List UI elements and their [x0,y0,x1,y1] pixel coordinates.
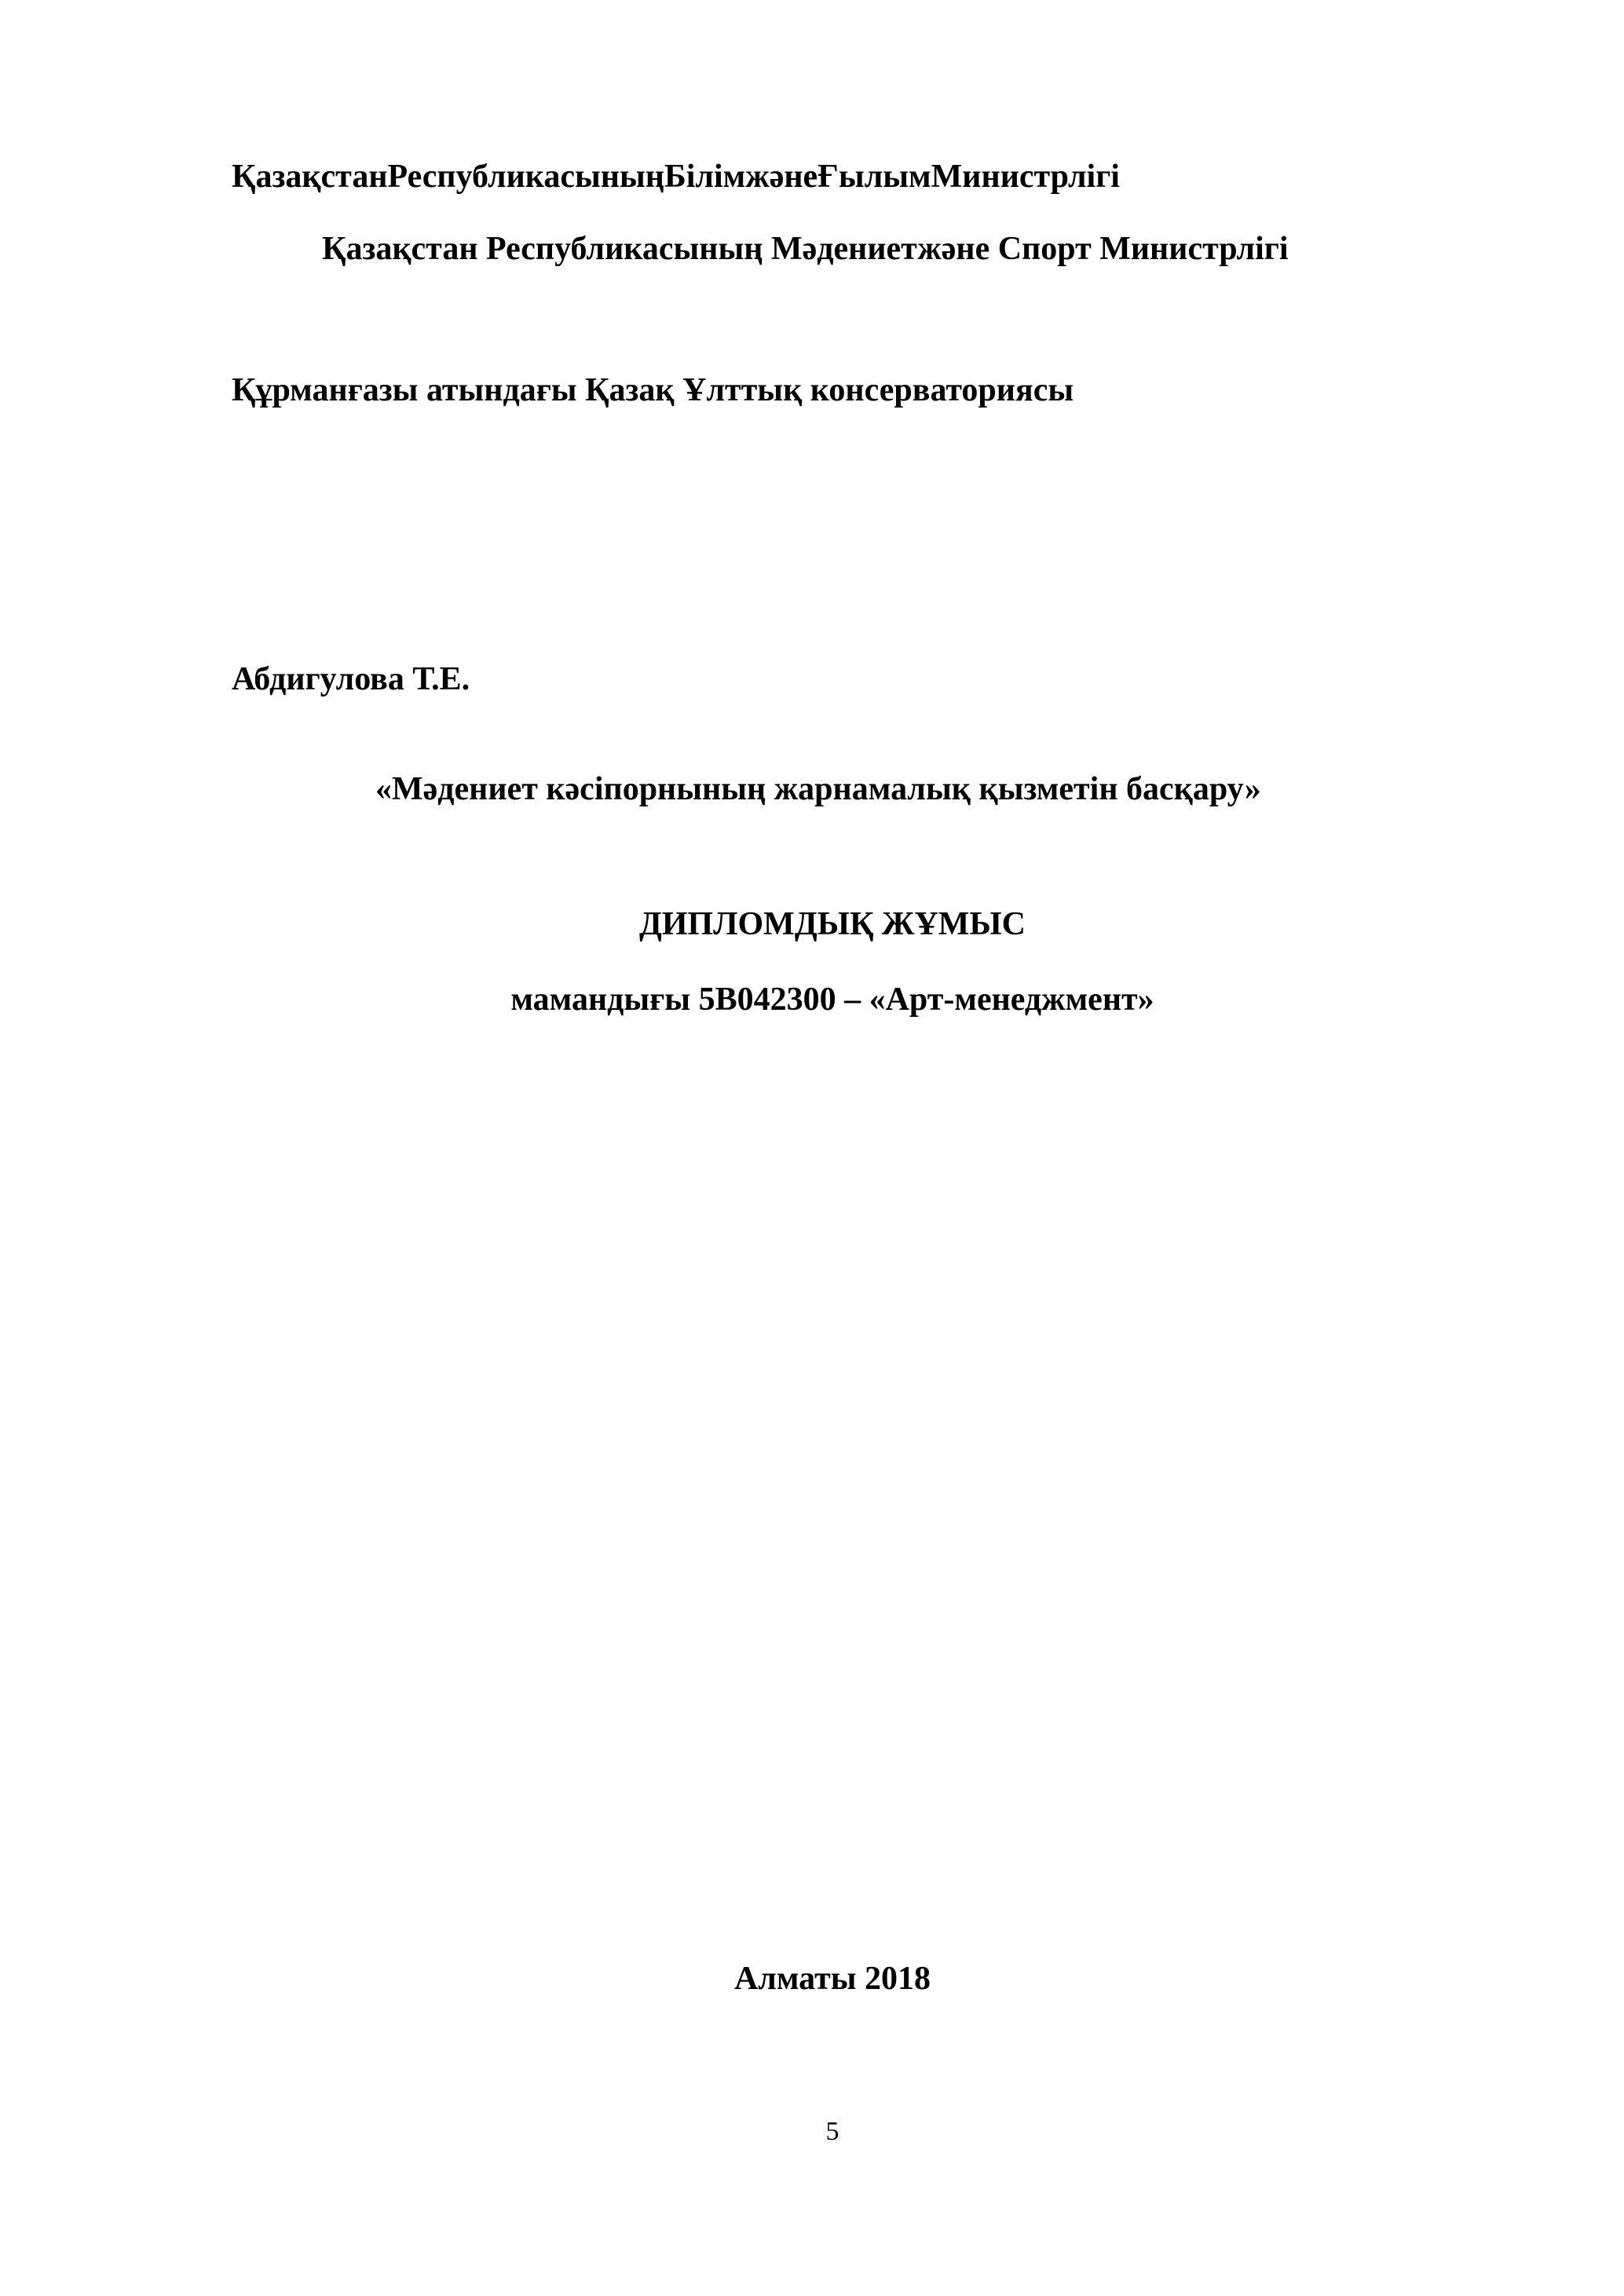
work-type: ДИПЛОМДЫҚ ЖҰМЫС [638,906,1026,942]
ministry-culture-heading: Қазақстан Республикасының Мәдениетжәне Спорт Министрлігі [322,231,1289,267]
ministry-education-heading: ҚазақстанРеспубликасыныңБілімжәнеҒылымМинистрлігі [232,159,1120,195]
city-year: Алматы 2018 [733,1961,931,1997]
page-number: 5 [825,2117,839,2146]
author-name: Абдигулова Т.Е. [232,661,470,697]
institution-name: Құрманғазы атындағы Қазақ Ұлттық консерваториясы [232,372,1074,408]
thesis-title: «Мәдениет кәсіпорнының жарнамалық қызметін басқару» [375,771,1261,807]
specialty: мамандығы 5В042300 – «Арт-менеджмент» [510,982,1154,1018]
